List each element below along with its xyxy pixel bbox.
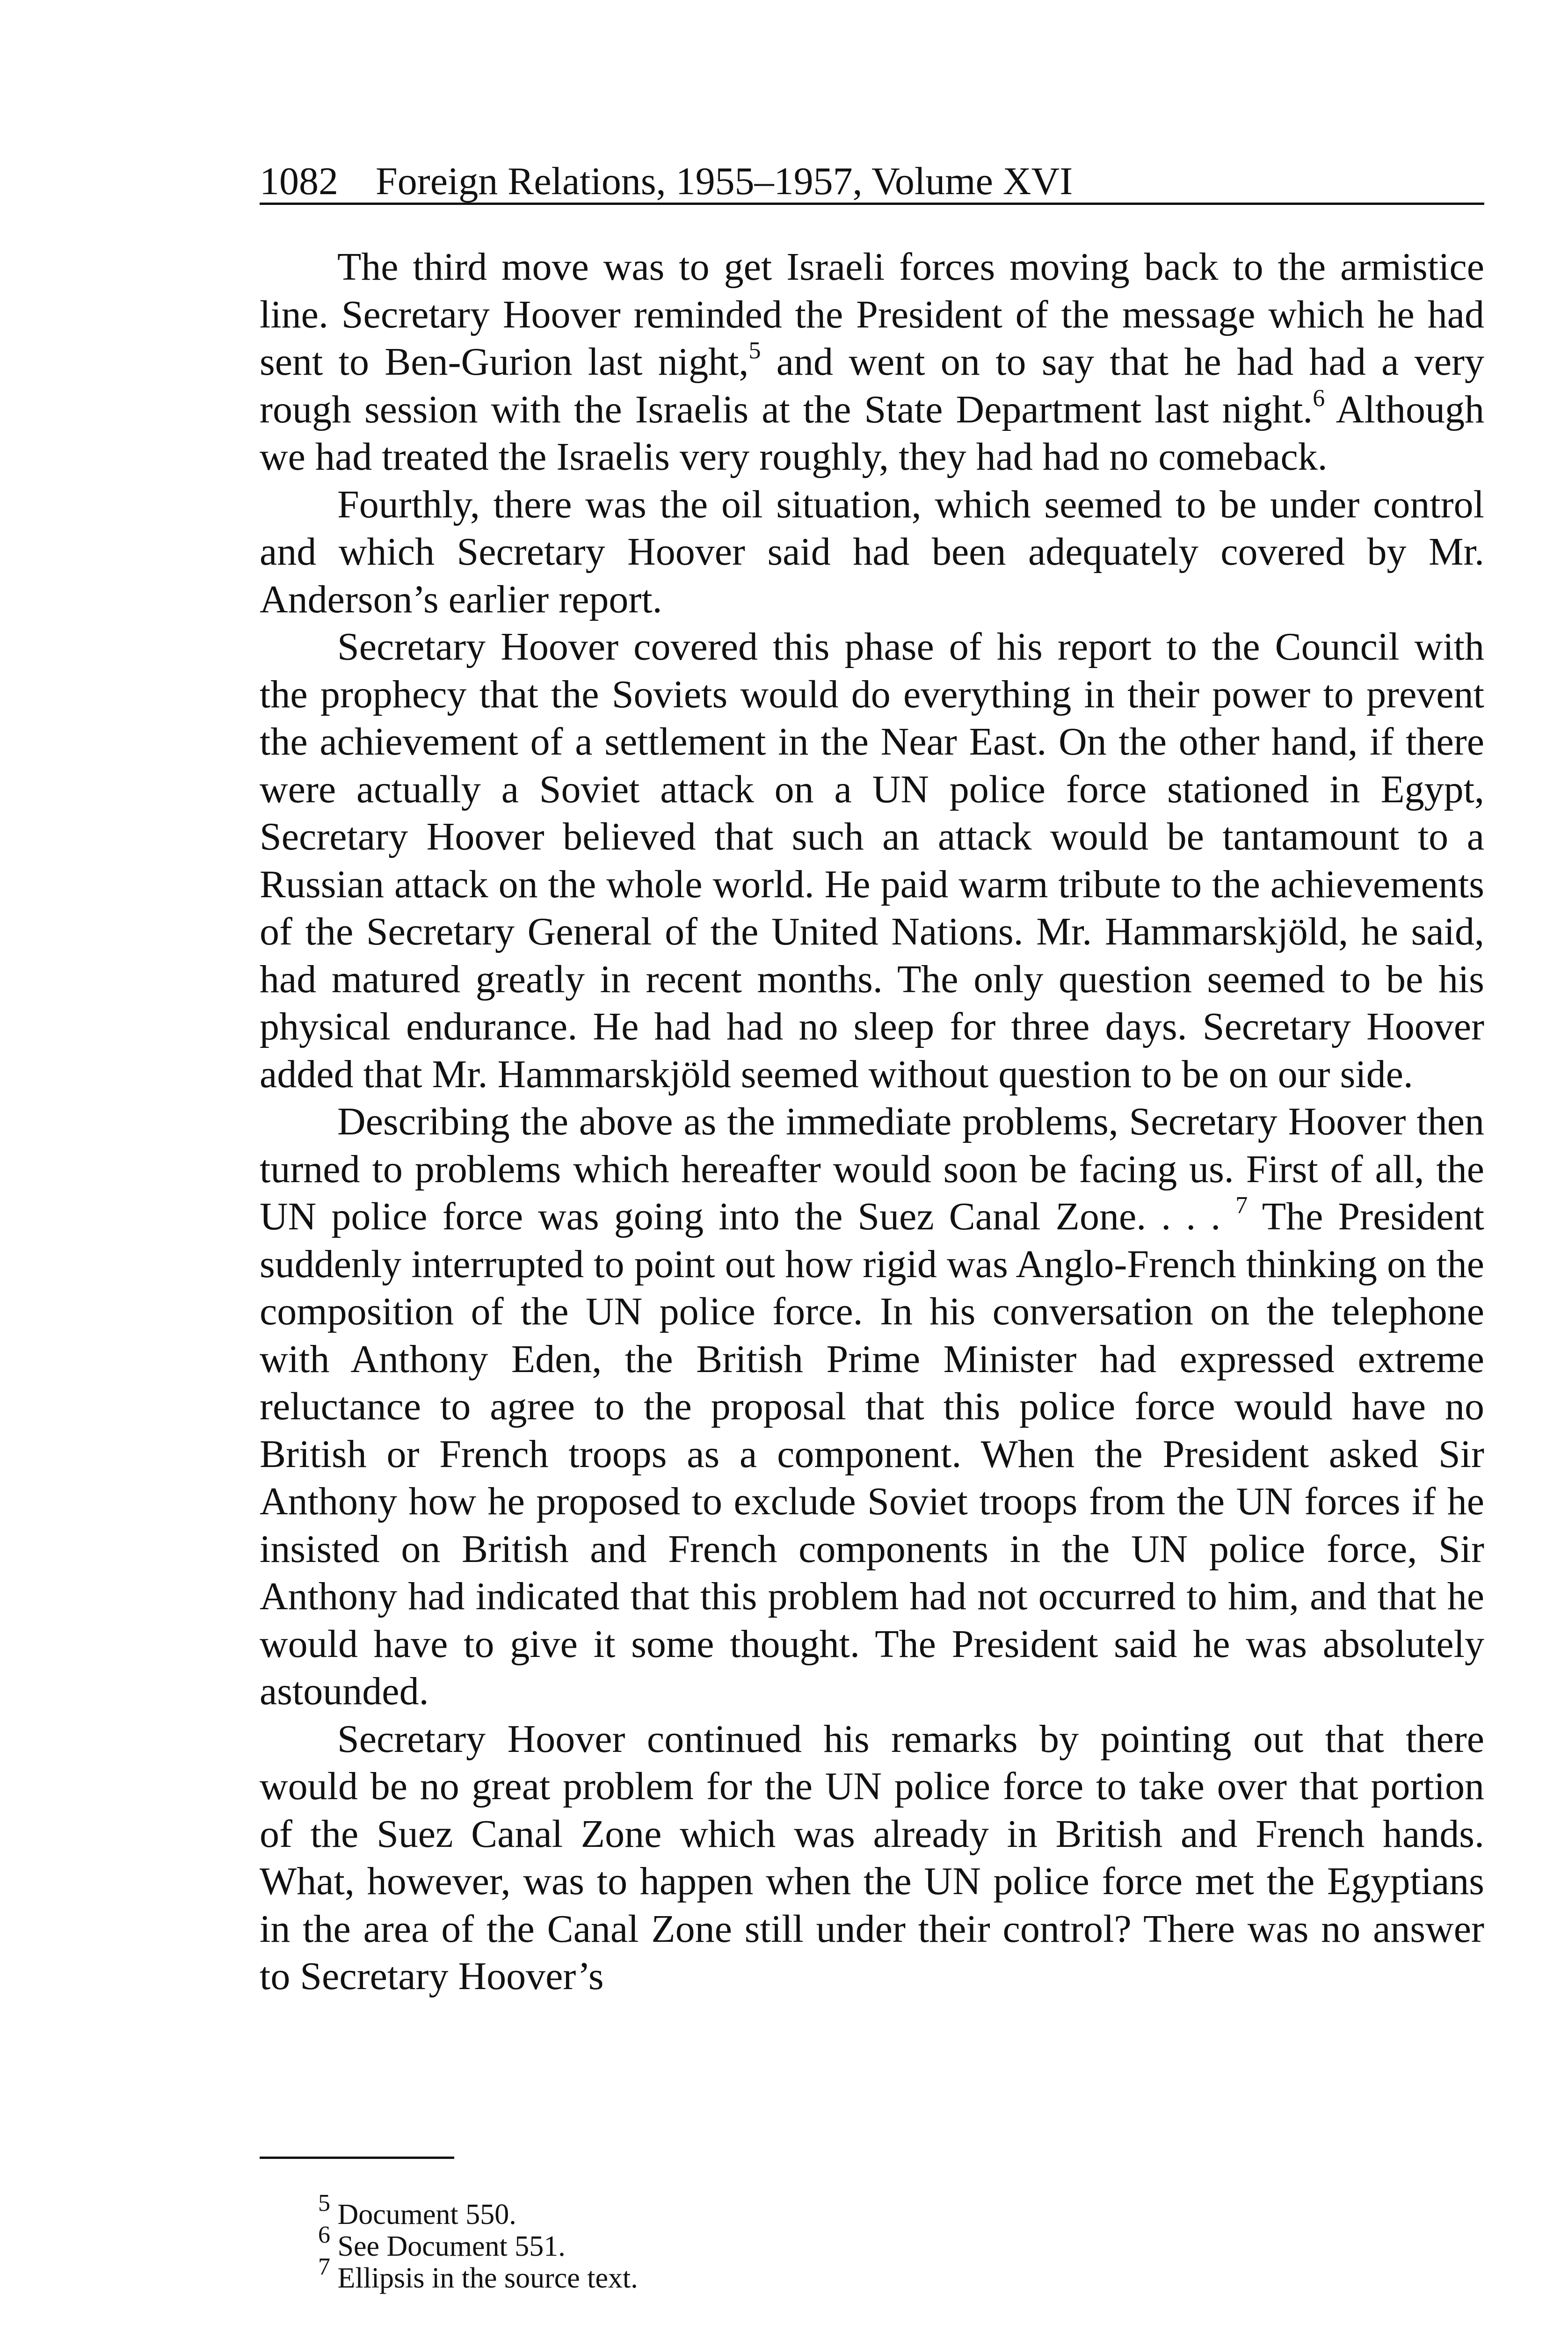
paragraph-suez-canal-zone: Secretary Hoover continued his remarks by pointing out that there would be no great problem for the UN police force to take over that portion of the Suez Canal Zone which was already in British and French hands. What, however, was to happen when the UN police force met the Egyptians in the area of the Canal Zone still under their control? There was no answer to Secretary Hoover’s: [260, 1717, 1484, 1998]
footnote-6: $^6$ See Document 551.: [318, 2222, 566, 2262]
header-rule: [260, 203, 1484, 205]
running-head: [260, 158, 1484, 205]
paragraph-oil-situation: Fourthly, there was the oil situation, which seemed to be under control and which Secretary Hoover said had been adequately covered by Mr. Anderson’s earlier report.: [260, 482, 1484, 621]
page-number: 1082: [260, 160, 338, 203]
footnote-ref-7: 7: [1235, 1192, 1248, 1219]
footnote-7: $^7$ Ellipsis in the source text.: [318, 2253, 638, 2294]
paragraph-un-police-force: Describing the above as the immediate problems, Secretary Hoover then turned to problems which hereafter would soon be facing us. First of all, the UN police force was going into the Suez Canal Zone. . . . $^7$ The President suddenly interrupted to point out how rigid was Anglo-French thinking on the composition of the UN police force. In his conversation on the telephone with Anthony Eden, the British Prime Minister had expressed extreme reluctance to agree to the proposal that this police force would have no British or French troops as a component. When the President asked Sir Anthony how he proposed to exclude Soviet troops from the UN forces if he insisted on British and French components in the UN police force, Sir Anthony had indicated that this problem had not occurred to him, and that he would have to give it some thought. The President said he was absolutely astounded.: [260, 1100, 1484, 1713]
paragraph-soviet-prophecy: Secretary Hoover covered this phase of his report to the Council with the prophecy that the Soviets would do everything in their power to prevent the achievement of a settlement in the Near East. On the other hand, if there were actually a Soviet attack on a UN police force stationed in Egypt, Secretary Hoover believed that such an attack would be tantamount to a Russian attack on the whole world. He paid warm tribute to the achievements of the Secretary General of the United Nations. Mr. Hammarskjöld, he said, had matured greatly in recent months. The only question seemed to be his physical endurance. He had had no sleep for three days. Secretary Hoover added that Mr. Hammarskjöld seemed without question to be on our side.: [260, 625, 1484, 1096]
footnote-ref-6: 6: [1313, 385, 1325, 412]
footnote-ref-5: 5: [748, 337, 761, 364]
footnotes: [318, 2190, 1394, 2294]
volume-title: Foreign Relations, 1955–1957, Volume XVI: [376, 160, 1073, 203]
paragraph-israeli-forces: The third move was to get Israeli forces moving back to the armistice line. Secretary Hoover reminded the President of the message which he had sent to Ben-Gurion last night,$^5$ and went on to say that he had had a very rough session with the Israelis at the State Department last night.$^6$ Although we had treated the Israelis very roughly, they had had no comeback.: [260, 245, 1485, 479]
footnote-rule: [260, 2157, 454, 2159]
footnote-5: $^5$ Document 550.: [318, 2190, 516, 2230]
body-text: [260, 243, 1484, 2000]
